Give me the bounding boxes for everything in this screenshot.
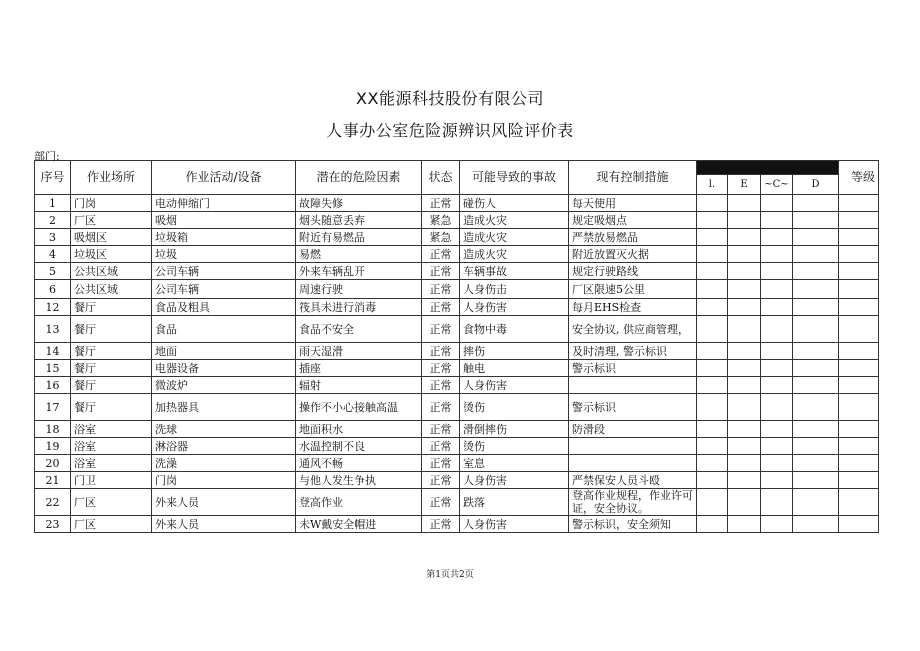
cell-seq: 4 xyxy=(35,246,71,263)
cell-grade xyxy=(839,455,879,472)
cell-control: 附近放置灭火据 xyxy=(569,246,697,263)
table-row xyxy=(35,489,879,516)
cell-accident: 滑倒摔伤 xyxy=(460,421,569,438)
cell-hazard: 辐射 xyxy=(296,377,422,394)
cell-hazard: 烟头随意丢弃 xyxy=(296,212,422,229)
cell-location: 门卫 xyxy=(71,472,152,489)
cell-activity: 外来人员 xyxy=(152,489,296,516)
cell-d xyxy=(793,455,839,472)
cell-location: 厂区 xyxy=(71,212,152,229)
cell-c xyxy=(761,377,793,394)
cell-accident: 人身伤害 xyxy=(460,377,569,394)
cell-seq: 3 xyxy=(35,229,71,246)
cell-activity: 垃圾 xyxy=(152,246,296,263)
cell-d xyxy=(793,516,839,533)
cell-seq: 22 xyxy=(35,489,71,516)
cell-control: 严禁放易燃品 xyxy=(569,229,697,246)
cell-e xyxy=(728,246,761,263)
cell-l xyxy=(697,516,728,533)
cell-e xyxy=(728,472,761,489)
cell-seq: 23 xyxy=(35,516,71,533)
cell-d xyxy=(793,229,839,246)
cell-c xyxy=(761,438,793,455)
cell-e xyxy=(728,229,761,246)
cell-e xyxy=(728,212,761,229)
cell-c xyxy=(761,212,793,229)
cell-seq: 6 xyxy=(35,280,71,299)
cell-hazard: 未W戴安全帽进 xyxy=(296,516,422,533)
header-grade: 等级 xyxy=(839,161,879,195)
cell-activity: 食品及粗具 xyxy=(152,299,296,316)
cell-hazard: 地面积水 xyxy=(296,421,422,438)
cell-control: 登高作业规程，作业许可证，安全协议。 xyxy=(569,489,697,516)
cell-control: 防滑段 xyxy=(569,421,697,438)
cell-accident: 室息 xyxy=(460,455,569,472)
cell-activity: 公司车辆 xyxy=(152,280,296,299)
cell-e xyxy=(728,438,761,455)
cell-accident: 造成火灾 xyxy=(460,229,569,246)
cell-location: 浴室 xyxy=(71,421,152,438)
cell-control: 严禁保安人员斗殴 xyxy=(569,472,697,489)
cell-c xyxy=(761,343,793,360)
cell-hazard: 插座 xyxy=(296,360,422,377)
cell-control xyxy=(569,455,697,472)
header-activity: 作业活动/设备 xyxy=(152,161,296,195)
cell-e xyxy=(728,394,761,421)
cell-seq: 15 xyxy=(35,360,71,377)
table-row xyxy=(35,212,879,229)
cell-d xyxy=(793,421,839,438)
cell-grade xyxy=(839,421,879,438)
cell-control: 警示标识，安全须知 xyxy=(569,516,697,533)
cell-control: 安全协议, 供应商管理， xyxy=(569,316,697,343)
cell-status: 正常 xyxy=(422,438,460,455)
cell-seq: 12 xyxy=(35,299,71,316)
cell-seq: 21 xyxy=(35,472,71,489)
cell-grade xyxy=(839,360,879,377)
cell-grade xyxy=(839,280,879,299)
cell-status: 正常 xyxy=(422,394,460,421)
cell-activity: 外来人员 xyxy=(152,516,296,533)
cell-accident: 人身伤害 xyxy=(460,299,569,316)
header-hazard: 潜在的危险因素 xyxy=(296,161,422,195)
cell-location: 公共区域 xyxy=(71,263,152,280)
cell-c xyxy=(761,280,793,299)
table-row xyxy=(35,246,879,263)
cell-location: 餐厅 xyxy=(71,299,152,316)
cell-grade xyxy=(839,316,879,343)
table-row xyxy=(35,360,879,377)
cell-location: 餐厅 xyxy=(71,394,152,421)
cell-d xyxy=(793,360,839,377)
cell-c xyxy=(761,299,793,316)
cell-accident: 人身伤击 xyxy=(460,280,569,299)
cell-c xyxy=(761,489,793,516)
cell-hazard: 食品不安全 xyxy=(296,316,422,343)
table-row xyxy=(35,316,879,343)
cell-accident: 人身伤害 xyxy=(460,472,569,489)
cell-control: 每天使用 xyxy=(569,195,697,212)
cell-c xyxy=(761,229,793,246)
cell-grade xyxy=(839,212,879,229)
cell-e xyxy=(728,343,761,360)
table-row xyxy=(35,421,879,438)
cell-status: 正常 xyxy=(422,246,460,263)
cell-location: 浴室 xyxy=(71,455,152,472)
cell-l xyxy=(697,438,728,455)
cell-grade xyxy=(839,195,879,212)
table-row xyxy=(35,516,879,533)
cell-activity: 吸烟 xyxy=(152,212,296,229)
cell-status: 正常 xyxy=(422,455,460,472)
form-title: 人事办公室危险源辨识风险评价表 xyxy=(326,121,574,140)
cell-location: 餐厅 xyxy=(71,316,152,343)
cell-c xyxy=(761,516,793,533)
table-row xyxy=(35,263,879,280)
cell-l xyxy=(697,299,728,316)
table-row xyxy=(35,280,879,299)
header-l: l. xyxy=(697,175,728,195)
header-e: E xyxy=(728,175,761,195)
table-row xyxy=(35,195,879,212)
cell-grade xyxy=(839,246,879,263)
cell-activity: 微波炉 xyxy=(152,377,296,394)
cell-status: 正常 xyxy=(422,360,460,377)
header-c: ~C~ xyxy=(761,175,793,195)
cell-seq: 17 xyxy=(35,394,71,421)
cell-d xyxy=(793,489,839,516)
cell-status: 正常 xyxy=(422,489,460,516)
cell-hazard: 与他人发生争执 xyxy=(296,472,422,489)
cell-activity: 洗球 xyxy=(152,421,296,438)
cell-hazard: 故障失修 xyxy=(296,195,422,212)
company-title: XX能源科技股份有限公司 xyxy=(356,89,544,108)
cell-control: 警示标识 xyxy=(569,394,697,421)
header-row xyxy=(35,161,879,175)
cell-c xyxy=(761,316,793,343)
cell-c xyxy=(761,246,793,263)
cell-status: 正常 xyxy=(422,472,460,489)
cell-hazard: 登高作业 xyxy=(296,489,422,516)
cell-location: 厂区 xyxy=(71,489,152,516)
cell-location: 吸烟区 xyxy=(71,229,152,246)
cell-grade xyxy=(839,438,879,455)
cell-hazard: 筏具未进行消毒 xyxy=(296,299,422,316)
cell-e xyxy=(728,489,761,516)
cell-l xyxy=(697,316,728,343)
cell-status: 正常 xyxy=(422,280,460,299)
cell-accident: 造成火灾 xyxy=(460,246,569,263)
cell-control xyxy=(569,377,697,394)
cell-location: 门岗 xyxy=(71,195,152,212)
cell-l xyxy=(697,360,728,377)
cell-hazard: 操作不小心接触高温 xyxy=(296,394,422,421)
cell-grade xyxy=(839,343,879,360)
cell-seq: 13 xyxy=(35,316,71,343)
cell-accident: 烫伤 xyxy=(460,438,569,455)
cell-c xyxy=(761,472,793,489)
cell-hazard: 雨天湿滑 xyxy=(296,343,422,360)
cell-c xyxy=(761,421,793,438)
cell-accident: 车辆事故 xyxy=(460,263,569,280)
cell-status: 紧急 xyxy=(422,229,460,246)
page-footer: 第1页共2页 xyxy=(426,570,474,580)
cell-grade xyxy=(839,489,879,516)
cell-status: 正常 xyxy=(422,421,460,438)
cell-accident: 碰伤人 xyxy=(460,195,569,212)
cell-l xyxy=(697,455,728,472)
table-row xyxy=(35,455,879,472)
cell-l xyxy=(697,263,728,280)
cell-d xyxy=(793,394,839,421)
cell-control: 厂区限速5公里 xyxy=(569,280,697,299)
cell-l xyxy=(697,280,728,299)
cell-status: 紧急 xyxy=(422,212,460,229)
cell-control: 规定行驶路线 xyxy=(569,263,697,280)
cell-l xyxy=(697,377,728,394)
cell-seq: 1 xyxy=(35,195,71,212)
cell-location: 餐厅 xyxy=(71,360,152,377)
cell-grade xyxy=(839,516,879,533)
cell-seq: 19 xyxy=(35,438,71,455)
cell-l xyxy=(697,246,728,263)
cell-accident: 食物中毒 xyxy=(460,316,569,343)
cell-c xyxy=(761,360,793,377)
cell-e xyxy=(728,360,761,377)
cell-status: 正常 xyxy=(422,516,460,533)
header-control: 现有控制措施 xyxy=(569,161,697,195)
cell-activity: 食品 xyxy=(152,316,296,343)
table-row xyxy=(35,299,879,316)
header-black-bar xyxy=(697,161,839,175)
cell-control: 及时清理, 警示标识 xyxy=(569,343,697,360)
cell-status: 正常 xyxy=(422,263,460,280)
cell-l xyxy=(697,421,728,438)
cell-control: 每月EHS检查 xyxy=(569,299,697,316)
table-row xyxy=(35,472,879,489)
cell-hazard: 周速行驶 xyxy=(296,280,422,299)
cell-control: 警示标识 xyxy=(569,360,697,377)
cell-l xyxy=(697,343,728,360)
cell-activity: 垃圾箱 xyxy=(152,229,296,246)
department-label: 部门: xyxy=(34,150,60,163)
cell-c xyxy=(761,455,793,472)
cell-e xyxy=(728,455,761,472)
cell-d xyxy=(793,246,839,263)
cell-accident: 人身伤害 xyxy=(460,516,569,533)
cell-status: 正常 xyxy=(422,343,460,360)
cell-e xyxy=(728,516,761,533)
cell-location: 浴室 xyxy=(71,438,152,455)
cell-d xyxy=(793,212,839,229)
cell-seq: 2 xyxy=(35,212,71,229)
cell-grade xyxy=(839,377,879,394)
cell-seq: 16 xyxy=(35,377,71,394)
cell-d xyxy=(793,377,839,394)
cell-activity: 电器设备 xyxy=(152,360,296,377)
cell-hazard: 通风不畅 xyxy=(296,455,422,472)
cell-seq: 14 xyxy=(35,343,71,360)
cell-e xyxy=(728,421,761,438)
table-row xyxy=(35,377,879,394)
cell-accident: 跌落 xyxy=(460,489,569,516)
cell-location: 厂区 xyxy=(71,516,152,533)
cell-activity: 地面 xyxy=(152,343,296,360)
cell-activity: 淋浴器 xyxy=(152,438,296,455)
cell-location: 垃圾区 xyxy=(71,246,152,263)
table-row xyxy=(35,394,879,421)
table-row xyxy=(35,438,879,455)
cell-grade xyxy=(839,394,879,421)
cell-accident: 摔伤 xyxy=(460,343,569,360)
cell-activity: 加热器具 xyxy=(152,394,296,421)
cell-seq: 18 xyxy=(35,421,71,438)
cell-c xyxy=(761,263,793,280)
cell-seq: 5 xyxy=(35,263,71,280)
cell-d xyxy=(793,195,839,212)
cell-e xyxy=(728,377,761,394)
cell-e xyxy=(728,195,761,212)
cell-hazard: 水温控制不良 xyxy=(296,438,422,455)
cell-status: 正常 xyxy=(422,377,460,394)
cell-hazard: 附近有易燃品 xyxy=(296,229,422,246)
cell-activity: 门岗 xyxy=(152,472,296,489)
cell-e xyxy=(728,280,761,299)
cell-l xyxy=(697,195,728,212)
cell-grade xyxy=(839,229,879,246)
cell-d xyxy=(793,299,839,316)
cell-status: 正常 xyxy=(422,316,460,343)
cell-d xyxy=(793,280,839,299)
risk-table xyxy=(34,160,879,533)
cell-hazard: 易燃 xyxy=(296,246,422,263)
cell-grade xyxy=(839,299,879,316)
cell-activity: 公司车辆 xyxy=(152,263,296,280)
cell-activity: 电动伸缩门 xyxy=(152,195,296,212)
cell-d xyxy=(793,438,839,455)
cell-c xyxy=(761,195,793,212)
header-d: D xyxy=(793,175,839,195)
table-row xyxy=(35,229,879,246)
cell-d xyxy=(793,343,839,360)
cell-location: 公共区域 xyxy=(71,280,152,299)
cell-grade xyxy=(839,472,879,489)
header-status: 状态 xyxy=(422,161,460,195)
cell-seq: 20 xyxy=(35,455,71,472)
header-seq: 序号 xyxy=(35,161,71,195)
cell-l xyxy=(697,472,728,489)
header-accident: 可能导致的事故 xyxy=(460,161,569,195)
cell-l xyxy=(697,212,728,229)
cell-grade xyxy=(839,263,879,280)
cell-accident: 触电 xyxy=(460,360,569,377)
cell-location: 餐厅 xyxy=(71,343,152,360)
cell-l xyxy=(697,489,728,516)
table-row xyxy=(35,343,879,360)
cell-status: 正常 xyxy=(422,195,460,212)
cell-activity: 洗澡 xyxy=(152,455,296,472)
cell-d xyxy=(793,263,839,280)
cell-accident: 造成火灾 xyxy=(460,212,569,229)
header-location: 作业场所 xyxy=(71,161,152,195)
cell-c xyxy=(761,394,793,421)
cell-l xyxy=(697,394,728,421)
cell-location: 餐厅 xyxy=(71,377,152,394)
cell-e xyxy=(728,263,761,280)
cell-d xyxy=(793,472,839,489)
cell-e xyxy=(728,299,761,316)
cell-e xyxy=(728,316,761,343)
cell-d xyxy=(793,316,839,343)
cell-accident: 烫伤 xyxy=(460,394,569,421)
cell-l xyxy=(697,229,728,246)
cell-status: 正常 xyxy=(422,299,460,316)
cell-control xyxy=(569,438,697,455)
cell-hazard: 外来车辆乱开 xyxy=(296,263,422,280)
cell-control: 规定吸烟点 xyxy=(569,212,697,229)
